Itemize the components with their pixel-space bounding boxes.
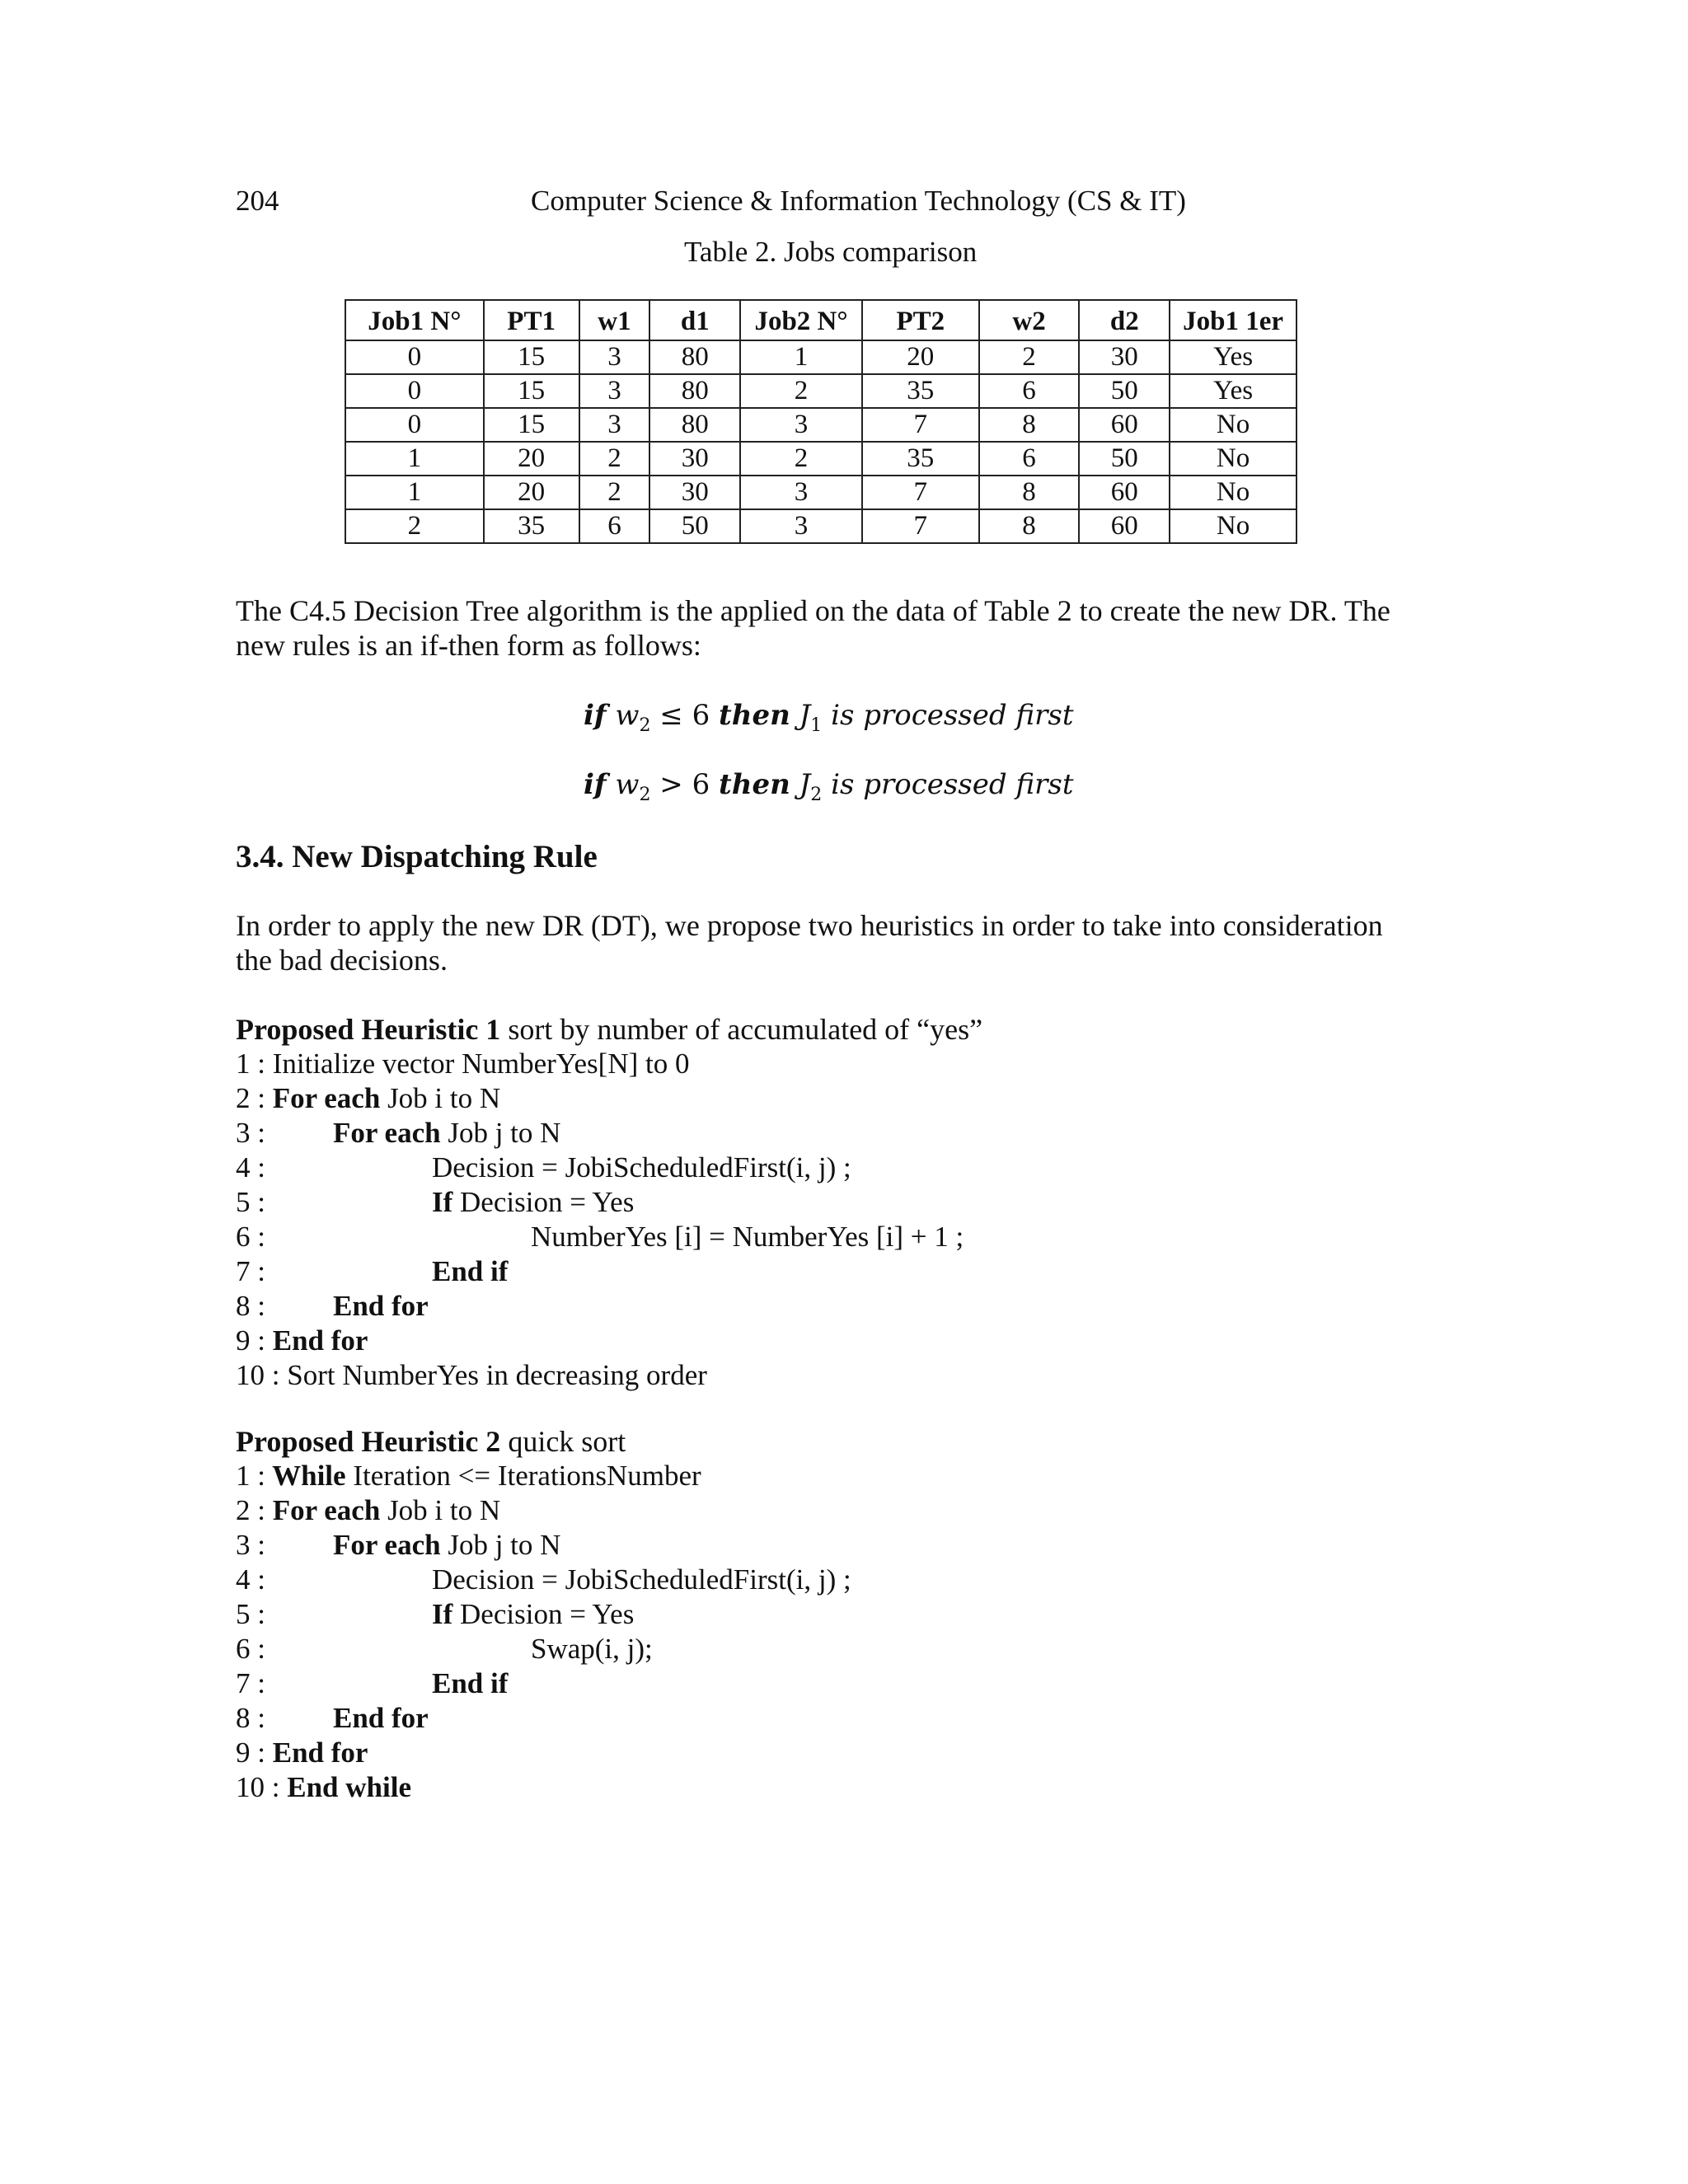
col-header-pt2: PT2: [862, 300, 979, 340]
table-row: [345, 476, 1296, 509]
table-cell: 35: [862, 442, 979, 476]
table-cell: 3: [579, 340, 650, 374]
table-row: [345, 408, 1296, 442]
pseudocode-line: [236, 1185, 635, 1220]
line-content: [432, 1597, 634, 1632]
table-header-row: [345, 300, 1296, 340]
table-cell: 2: [579, 442, 650, 476]
table-row: [345, 509, 1296, 543]
keyword: End if: [432, 1255, 509, 1287]
keyword: End for: [333, 1702, 429, 1734]
running-title: Computer Science & Information Technology (CS & IT): [531, 185, 1186, 217]
table-cell: 35: [862, 374, 979, 408]
line-text: Decision = Yes: [452, 1598, 635, 1630]
line-content: [333, 1701, 429, 1736]
heuristic-1-title-rest: sort by number of accumulated of “yes”: [500, 1013, 983, 1046]
table-cell: 6: [579, 509, 650, 543]
table-cell: Yes: [1170, 374, 1296, 408]
col-header-pt1: PT1: [484, 300, 579, 340]
keyword: If: [432, 1598, 453, 1630]
line-text: NumberYes [i] = NumberYes [i] + 1 ;: [531, 1221, 964, 1253]
line-text: Decision = JobiScheduledFirst(i, j) ;: [432, 1563, 851, 1596]
line-number: 5 :: [236, 1186, 265, 1218]
table-cell: 0: [345, 340, 484, 374]
line-text: Decision = Yes: [452, 1186, 635, 1218]
table-cell: 7: [862, 408, 979, 442]
line-content: [333, 1289, 429, 1324]
line-number: 7 :: [236, 1255, 265, 1287]
keyword: End if: [432, 1667, 509, 1699]
heuristic-2-title-bold: Proposed Heuristic 2: [236, 1425, 501, 1458]
line-content: [279, 1771, 411, 1803]
line-content: [432, 1151, 851, 1185]
table-cell: 6: [979, 374, 1080, 408]
line-content: [265, 1494, 500, 1526]
keyword: End while: [279, 1771, 411, 1803]
pseudocode-line: [236, 1563, 851, 1597]
pseudocode-line: [236, 1358, 707, 1393]
line-content: [432, 1254, 508, 1289]
table-cell: 50: [649, 509, 740, 543]
col-header-w1: w1: [579, 300, 650, 340]
table-cell: 1: [345, 476, 484, 509]
line-content: [432, 1563, 851, 1597]
table-cell: 20: [484, 476, 579, 509]
paragraph-2-line-2: the bad decisions.: [236, 944, 448, 977]
rule-1-op: ≤ 6: [659, 699, 710, 732]
paragraph-1-line-1: The C4.5 Decision Tree algorithm is the applied on the data of Table 2 to create the new DR. The: [236, 594, 1390, 627]
heuristic-2-title: [236, 1424, 626, 1459]
line-number: 5 :: [236, 1598, 265, 1630]
line-text: Job j to N: [440, 1529, 561, 1561]
jobs-comparison-table: [345, 299, 1297, 544]
line-number: 4 :: [236, 1151, 265, 1183]
line-text: Swap(i, j);: [531, 1633, 653, 1665]
table-cell: 0: [345, 374, 484, 408]
rule-1-if: if: [584, 699, 607, 732]
keyword: End for: [333, 1290, 429, 1322]
table-cell: Yes: [1170, 340, 1296, 374]
table-cell: 3: [740, 509, 862, 543]
rule-2-if: if: [584, 768, 607, 801]
table-cell: 20: [484, 442, 579, 476]
table-cell: 50: [1079, 442, 1170, 476]
pseudocode-line: [236, 1289, 429, 1324]
line-text: Job i to N: [380, 1494, 501, 1526]
table-cell: 80: [649, 374, 740, 408]
line-number: 10 :: [236, 1771, 280, 1803]
pseudocode-line: [236, 1081, 500, 1116]
col-header-job1: Job1 N°: [345, 300, 484, 340]
table-cell: 60: [1079, 509, 1170, 543]
table-cell: 15: [484, 340, 579, 374]
line-number: 4 :: [236, 1563, 265, 1596]
pseudocode-line: [236, 1666, 509, 1701]
pseudocode-line: [236, 1632, 653, 1666]
table-cell: 30: [1079, 340, 1170, 374]
pseudocode-line: [236, 1151, 851, 1185]
line-content: [279, 1359, 706, 1391]
table-cell: No: [1170, 442, 1296, 476]
rule-2-job: J: [799, 768, 811, 801]
line-number: 2 :: [236, 1082, 265, 1114]
rule-2-rest: is processed first: [831, 768, 1074, 801]
table-row: [345, 374, 1296, 408]
line-text: Job i to N: [380, 1082, 501, 1114]
line-number: 6 :: [236, 1221, 265, 1253]
line-content: [531, 1632, 653, 1666]
paragraph-1-line-2: new rules is an if-then form as follows:: [236, 629, 701, 662]
pseudocode-line: [236, 1736, 368, 1770]
rule-1: [584, 699, 1074, 743]
page-number: 204: [236, 185, 279, 217]
rule-1-var-sub: 2: [639, 715, 651, 736]
table-cell: 3: [579, 374, 650, 408]
table-cell: 3: [740, 408, 862, 442]
pseudocode-line: [236, 1459, 701, 1493]
table-cell: 8: [979, 509, 1080, 543]
rule-2: [584, 768, 1074, 812]
table-cell: 60: [1079, 476, 1170, 509]
col-header-job2: Job2 N°: [740, 300, 862, 340]
table-cell: 60: [1079, 408, 1170, 442]
table-cell: 1: [345, 442, 484, 476]
line-number: 9 :: [236, 1736, 265, 1769]
table-cell: 3: [740, 476, 862, 509]
table-cell: 30: [649, 442, 740, 476]
line-content: [265, 1460, 701, 1492]
line-content: [432, 1185, 634, 1220]
table-cell: 30: [649, 476, 740, 509]
table-caption: Table 2. Jobs comparison: [684, 236, 978, 268]
table-cell: 80: [649, 340, 740, 374]
line-content: [333, 1528, 560, 1563]
line-text: Sort NumberYes in decreasing order: [279, 1359, 707, 1391]
pseudocode-line: [236, 1116, 561, 1151]
line-number: 9 :: [236, 1324, 265, 1357]
rule-1-job: J: [799, 699, 811, 732]
table-cell: No: [1170, 476, 1296, 509]
col-header-d1: d1: [649, 300, 740, 340]
keyword: For each: [333, 1117, 441, 1149]
keyword: End for: [265, 1736, 368, 1769]
table-cell: 2: [345, 509, 484, 543]
line-content: [265, 1082, 500, 1114]
table-cell: 2: [740, 374, 862, 408]
table-cell: 8: [979, 408, 1080, 442]
line-number: 3 :: [236, 1117, 265, 1149]
table-row: [345, 340, 1296, 374]
pseudocode-line: [236, 1701, 429, 1736]
table-cell: 8: [979, 476, 1080, 509]
col-header-w2: w2: [979, 300, 1080, 340]
table-cell: 7: [862, 509, 979, 543]
rule-1-rest: is processed first: [831, 699, 1074, 732]
table-cell: 1: [740, 340, 862, 374]
line-number: 8 :: [236, 1702, 265, 1734]
rule-2-then: then: [719, 768, 790, 801]
rule-2-op: > 6: [659, 768, 710, 801]
heuristic-1-title-bold: Proposed Heuristic 1: [236, 1013, 501, 1046]
table-cell: 7: [862, 476, 979, 509]
pseudocode-line: [236, 1528, 561, 1563]
table-cell: 50: [1079, 374, 1170, 408]
keyword: If: [432, 1186, 453, 1218]
line-number: 3 :: [236, 1529, 265, 1561]
heuristic-1-title: [236, 1012, 982, 1047]
pseudocode-line: [236, 1047, 690, 1081]
table-cell: 2: [579, 476, 650, 509]
table-cell: 35: [484, 509, 579, 543]
line-content: [265, 1324, 368, 1357]
keyword: For each: [265, 1082, 381, 1114]
keyword: For each: [333, 1529, 441, 1561]
line-text: Job j to N: [440, 1117, 561, 1149]
keyword: While: [265, 1460, 346, 1492]
table-row: [345, 442, 1296, 476]
table-cell: 20: [862, 340, 979, 374]
line-text: Initialize vector NumberYes[N] to 0: [265, 1047, 690, 1080]
rule-1-then: then: [719, 699, 790, 732]
line-number: 2 :: [236, 1494, 265, 1526]
line-text: Iteration <= IterationsNumber: [345, 1460, 701, 1492]
heuristic-2-title-rest: quick sort: [500, 1425, 626, 1458]
table-cell: 0: [345, 408, 484, 442]
table-cell: No: [1170, 509, 1296, 543]
rule-1-job-sub: 1: [810, 715, 823, 736]
pseudocode-line: [236, 1493, 500, 1528]
line-content: [333, 1116, 560, 1151]
rule-2-var-sub: 2: [639, 784, 651, 805]
keyword: For each: [265, 1494, 381, 1526]
pseudocode-line: [236, 1254, 509, 1289]
pseudocode-line: [236, 1597, 635, 1632]
line-number: 10 :: [236, 1359, 280, 1391]
line-number: 8 :: [236, 1290, 265, 1322]
table-cell: 2: [740, 442, 862, 476]
table-cell: 2: [979, 340, 1080, 374]
paragraph-2-line-1: In order to apply the new DR (DT), we propose two heuristics in order to take into consideration: [236, 909, 1383, 942]
rule-2-var: w: [615, 768, 640, 801]
table-cell: No: [1170, 408, 1296, 442]
line-number: 7 :: [236, 1667, 265, 1699]
line-content: [265, 1736, 368, 1769]
table-cell: 80: [649, 408, 740, 442]
rule-1-var: w: [615, 699, 640, 732]
table-cell: 3: [579, 408, 650, 442]
line-number: 1 :: [236, 1460, 265, 1492]
pseudocode-line: [236, 1770, 411, 1805]
keyword: End for: [265, 1324, 368, 1357]
rule-2-job-sub: 2: [810, 784, 823, 805]
line-content: [432, 1666, 508, 1701]
table-cell: 6: [979, 442, 1080, 476]
line-content: [531, 1220, 964, 1254]
table-cell: 15: [484, 408, 579, 442]
line-content: [265, 1047, 690, 1080]
table-cell: 15: [484, 374, 579, 408]
pseudocode-line: [236, 1220, 964, 1254]
pseudocode-line: [236, 1324, 368, 1358]
line-number: 1 :: [236, 1047, 265, 1080]
line-text: Decision = JobiScheduledFirst(i, j) ;: [432, 1151, 851, 1183]
section-heading: 3.4. New Dispatching Rule: [236, 839, 598, 874]
line-number: 6 :: [236, 1633, 265, 1665]
col-header-d2: d2: [1079, 300, 1170, 340]
col-header-job1-first: Job1 1er: [1170, 300, 1296, 340]
